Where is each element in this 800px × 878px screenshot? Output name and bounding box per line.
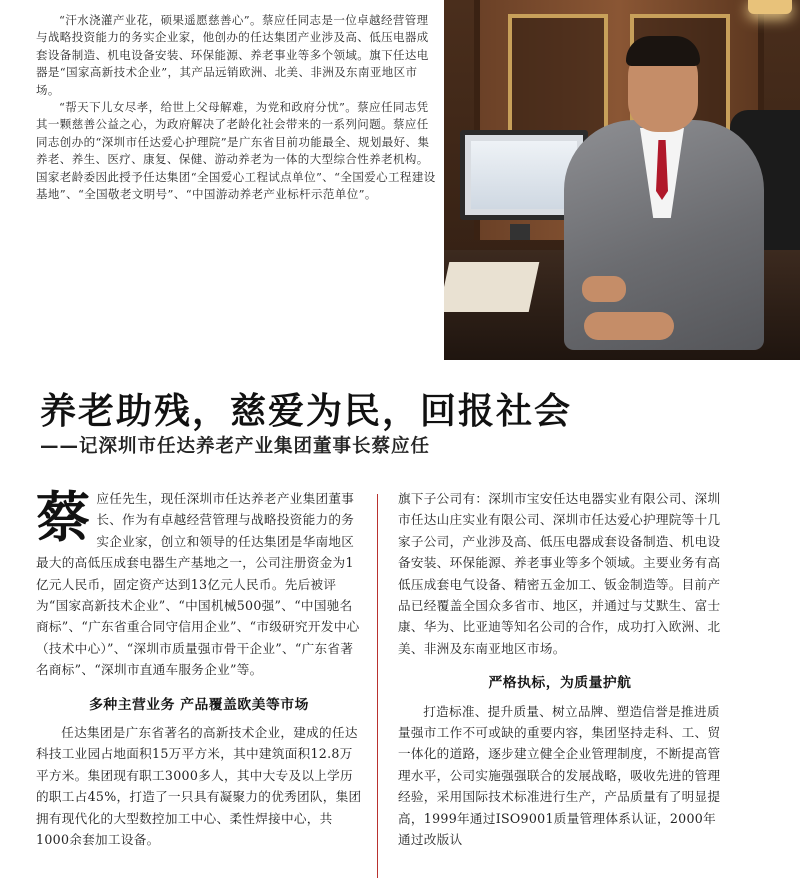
intro-paragraph: “帮天下儿女尽孝，给世上父母解难，为党和政府分忧”。蔡应任同志凭其一颗慈善公益之心，为政府解决了老龄化社会带来的一系列问题。蔡应任同志创办的“深圳市任达爱心护理院”是广东省目前功能最全、规划最好、集养老、养生、医疗、康复、保健、游动养老为一体的大型综合性养老机构。国家老龄委因此授予任达集团“全国爱心工程试点单位”、“全国爱心工程建设基地”、“全国敬老文明号”、“中国游动养老产业标杆示范单位”。: [36, 100, 436, 202]
article-paragraph: 应任先生，现任深圳市任达养老产业集团董事长、作为有卓越经营管理与战略投资能力的务实企业家，创立和领导的任达集团是华南地区最大的高低压成套电器生产基地之一，公司注册资金为1亿元人民币，固定资产达到13亿元人民币。先后被评为“国家高新技术企业”、“中国机械500强”、“中国驰名商标”、“广东省重合同守信用企业”、“市级研究开发中心（技术中心）”、“深圳市质量强市骨干企业”、“广东省著名商标”、“深圳市直通车服务企业”等。: [36, 491, 360, 678]
article-headline: 养老助残，慈爱为民，回报社会: [40, 391, 573, 432]
photo-lamp: [748, 0, 792, 14]
article-column-right: [398, 488, 722, 851]
drop-cap: 蔡: [36, 486, 91, 549]
portrait-photo: [444, 0, 800, 360]
photo-person-hand: [584, 312, 674, 340]
photo-monitor-stand: [510, 224, 530, 240]
photo-desk-paper: [444, 262, 539, 312]
article-paragraph: 打造标准、提升质量、树立品牌、塑造信誉是推进质量强市工作不可或缺的重要内容，集团坚持走科、工、贸一体化的道路，逐步建立健全企业管理制度，不断提高管理水平，公司实施强强联合的发展战略，吸收先进的管理经验，采用国际技术标准进行生产，产品质量有了明显提高，1999年通过ISO9001质量管理体系认证，2000年通过改版认: [398, 703, 721, 848]
photo-person-hair: [626, 36, 700, 66]
photo-person-hand: [582, 276, 626, 302]
article-column-left: [36, 488, 362, 851]
intro-text: [36, 12, 436, 203]
section-heading: 多种主营业务 产品覆盖欧美等市场: [89, 696, 309, 713]
article-paragraph: 任达集团是广东省著名的高新技术企业，建成的任达科技工业园占地面积15万平方米，其中建筑面积12.8万平方米。集团现有职工3000多人，其中大专及以上学历的职工占45%，打造了一只具有凝聚力的优秀团队，集团拥有现代化的大型数控加工中心、柔性焊接中心，共1000余套加工设备。: [36, 725, 362, 848]
section-heading: 严格执标，为质量护航: [488, 675, 632, 692]
article-subheadline: ——记深圳市任达养老产业集团董事长蔡应任: [40, 436, 431, 457]
intro-paragraph: “汗水浇灌产业花，硕果遥愿慈善心”。蔡应任同志是一位卓越经营管理与战略投资能力的务实企业家，他创办的任达集团产业涉及高、低压电器成套设备制造、机电设备安装、环保能源、养老事业等多个领域。旗下任达电器是“国家高新技术企业”，其产品远销欧洲、北美、非洲及东南亚地区市场。: [36, 13, 429, 97]
article-paragraph: 旗下子公司有：深圳市宝安任达电器实业有限公司、深圳市任达山庄实业有限公司、深圳市任达爱心护理院等十几家子公司，产业涉及高、低压电器成套设备制造、机电设备安装、环保能源、养老事业等多个领域。主要业务有高低压成套电气设备、精密五金加工、钣金制造等。目前产品已经覆盖全国众多省市、地区，并通过与艾默生、富士康、华为、比亚迪等知名公司的合作，成功打入欧洲、北美、非洲及东南亚地区市场。: [398, 491, 721, 656]
column-divider: [377, 494, 378, 878]
